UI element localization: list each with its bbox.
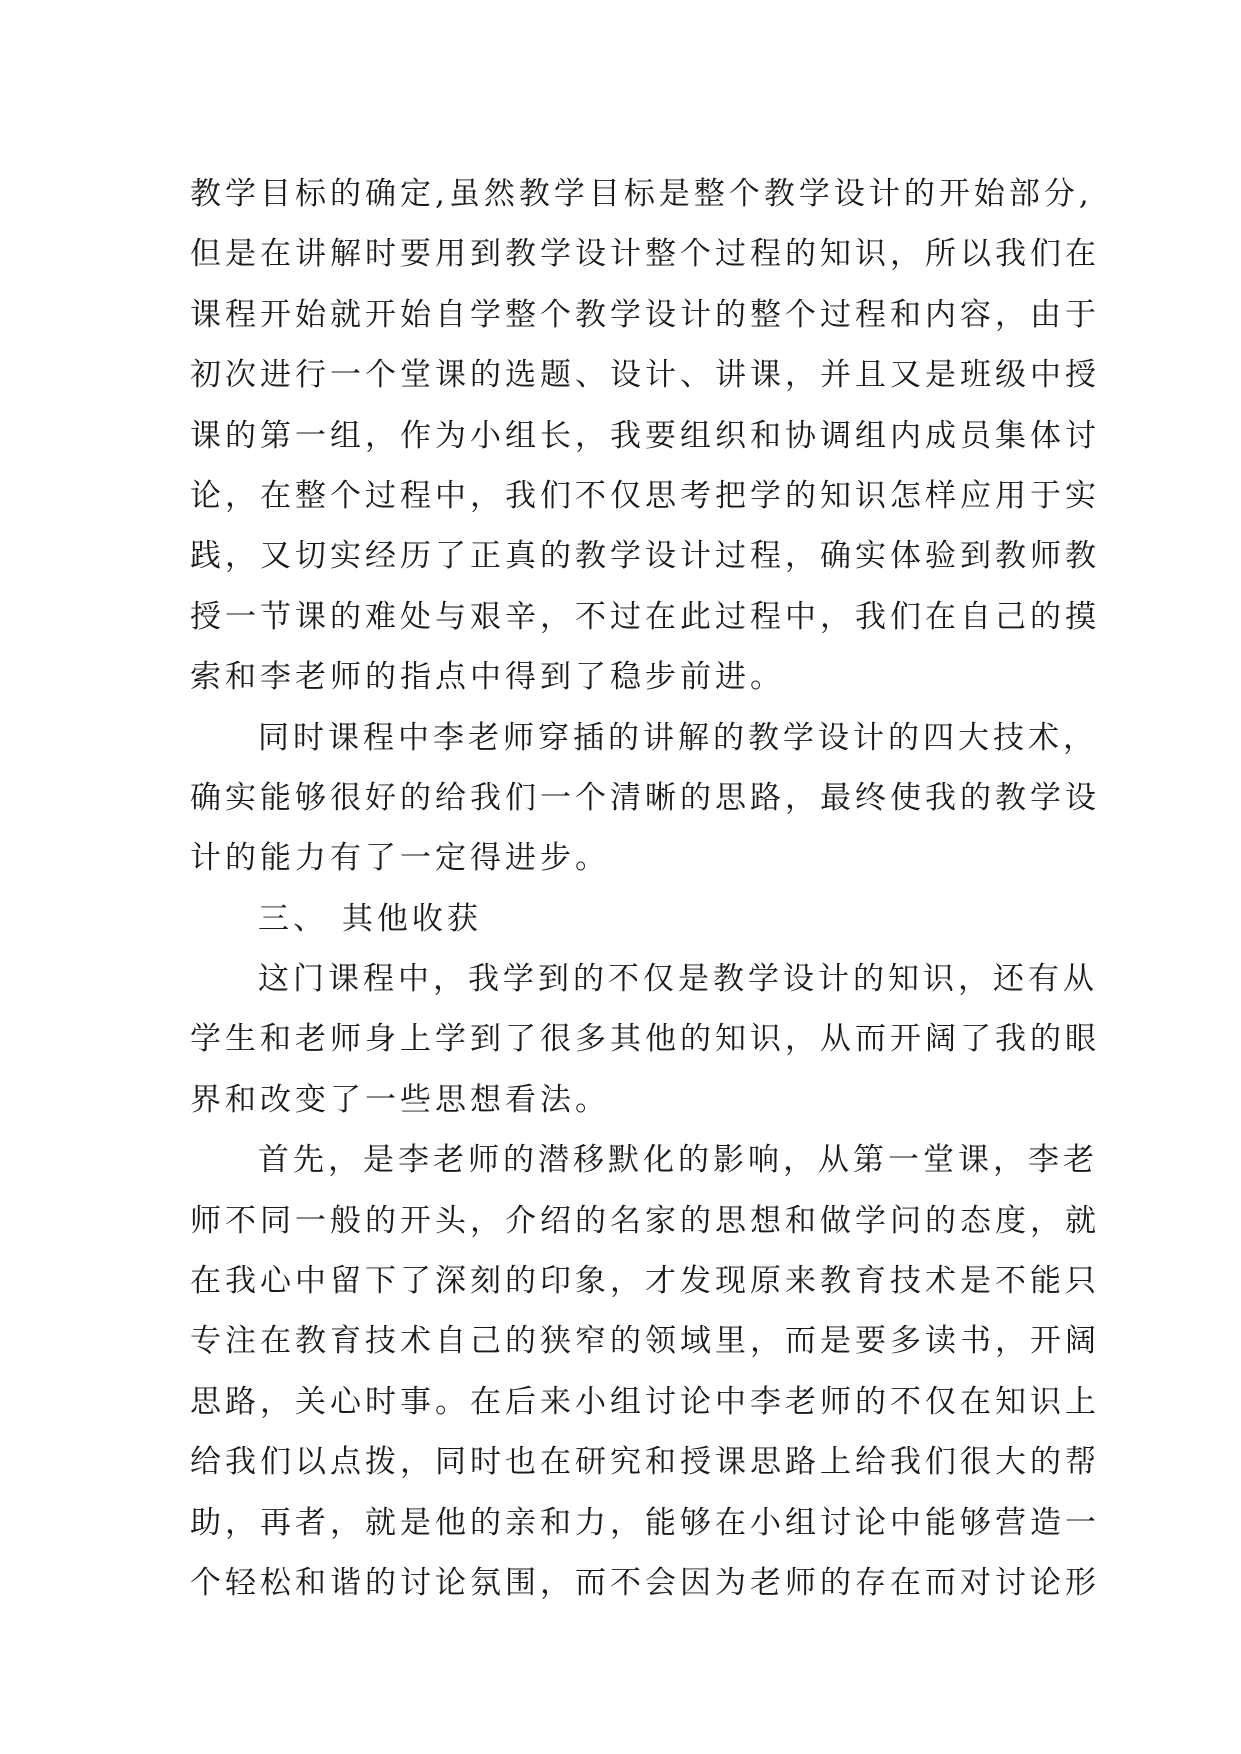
text-line: 助，再者，就是他的亲和力，能够在小组讨论中能够营造一 [190, 1504, 1100, 1541]
text-line: 思路，关心时事。在后来小组讨论中李老师的不仅在知识上 [190, 1383, 1100, 1420]
text-line: 确实能够很好的给我们一个清晰的思路，最终使我的教学设 [190, 779, 1100, 816]
text-line: 学生和老师身上学到了很多其他的知识，从而开阔了我的眼 [190, 1021, 1100, 1058]
text-line: 但是在讲解时要用到教学设计整个过程的知识，所以我们在 [190, 236, 1100, 273]
text-line: 初次进行一个堂课的选题、设计、讲课，并且又是班级中授 [190, 357, 1100, 394]
text-line: 同时课程中李老师穿插的讲解的教学设计的四大技术， [258, 719, 1098, 756]
text-line: 师不同一般的开头，介绍的名家的思想和做学问的态度，就 [190, 1202, 1100, 1239]
body-text [190, 164, 1100, 1613]
text-line: 索和李老师的指点中得到了稳步前进。 [190, 659, 785, 696]
text-line: 课程开始就开始自学整个教学设计的整个过程和内容，由于 [190, 296, 1100, 333]
text-line: 践，又切实经历了正真的教学设计过程，确实体验到教师教 [190, 538, 1100, 575]
text-line: 个轻松和谐的讨论氛围，而不会因为老师的存在而对讨论形 [190, 1564, 1100, 1601]
text-line: 论，在整个过程中，我们不仅思考把学的知识怎样应用于实 [190, 477, 1100, 514]
text-line: 给我们以点拨，同时也在研究和授课思路上给我们很大的帮 [190, 1444, 1100, 1481]
section-heading: 三、 其他收获 [258, 900, 482, 937]
text-line: 专注在教育技术自己的狭窄的领域里，而是要多读书，开阔 [190, 1323, 1100, 1360]
text-line: 在我心中留下了深刻的印象，才发现原来教育技术是不能只 [190, 1263, 1100, 1300]
text-line: 首先，是李老师的潜移默化的影响，从第一堂课，李老 [258, 1142, 1098, 1179]
text-line: 教学目标的确定,虽然教学目标是整个教学设计的开始部分, [190, 176, 1093, 212]
text-line: 授一节课的难处与艰辛，不过在此过程中，我们在自己的摸 [190, 598, 1100, 635]
text-line: 界和改变了一些思想看法。 [190, 1081, 610, 1118]
text-line: 课的第一组，作为小组长，我要组织和协调组内成员集体讨 [190, 417, 1100, 454]
text-line: 计的能力有了一定得进步。 [190, 840, 610, 877]
text-line: 这门课程中，我学到的不仅是教学设计的知识，还有从 [258, 961, 1098, 998]
